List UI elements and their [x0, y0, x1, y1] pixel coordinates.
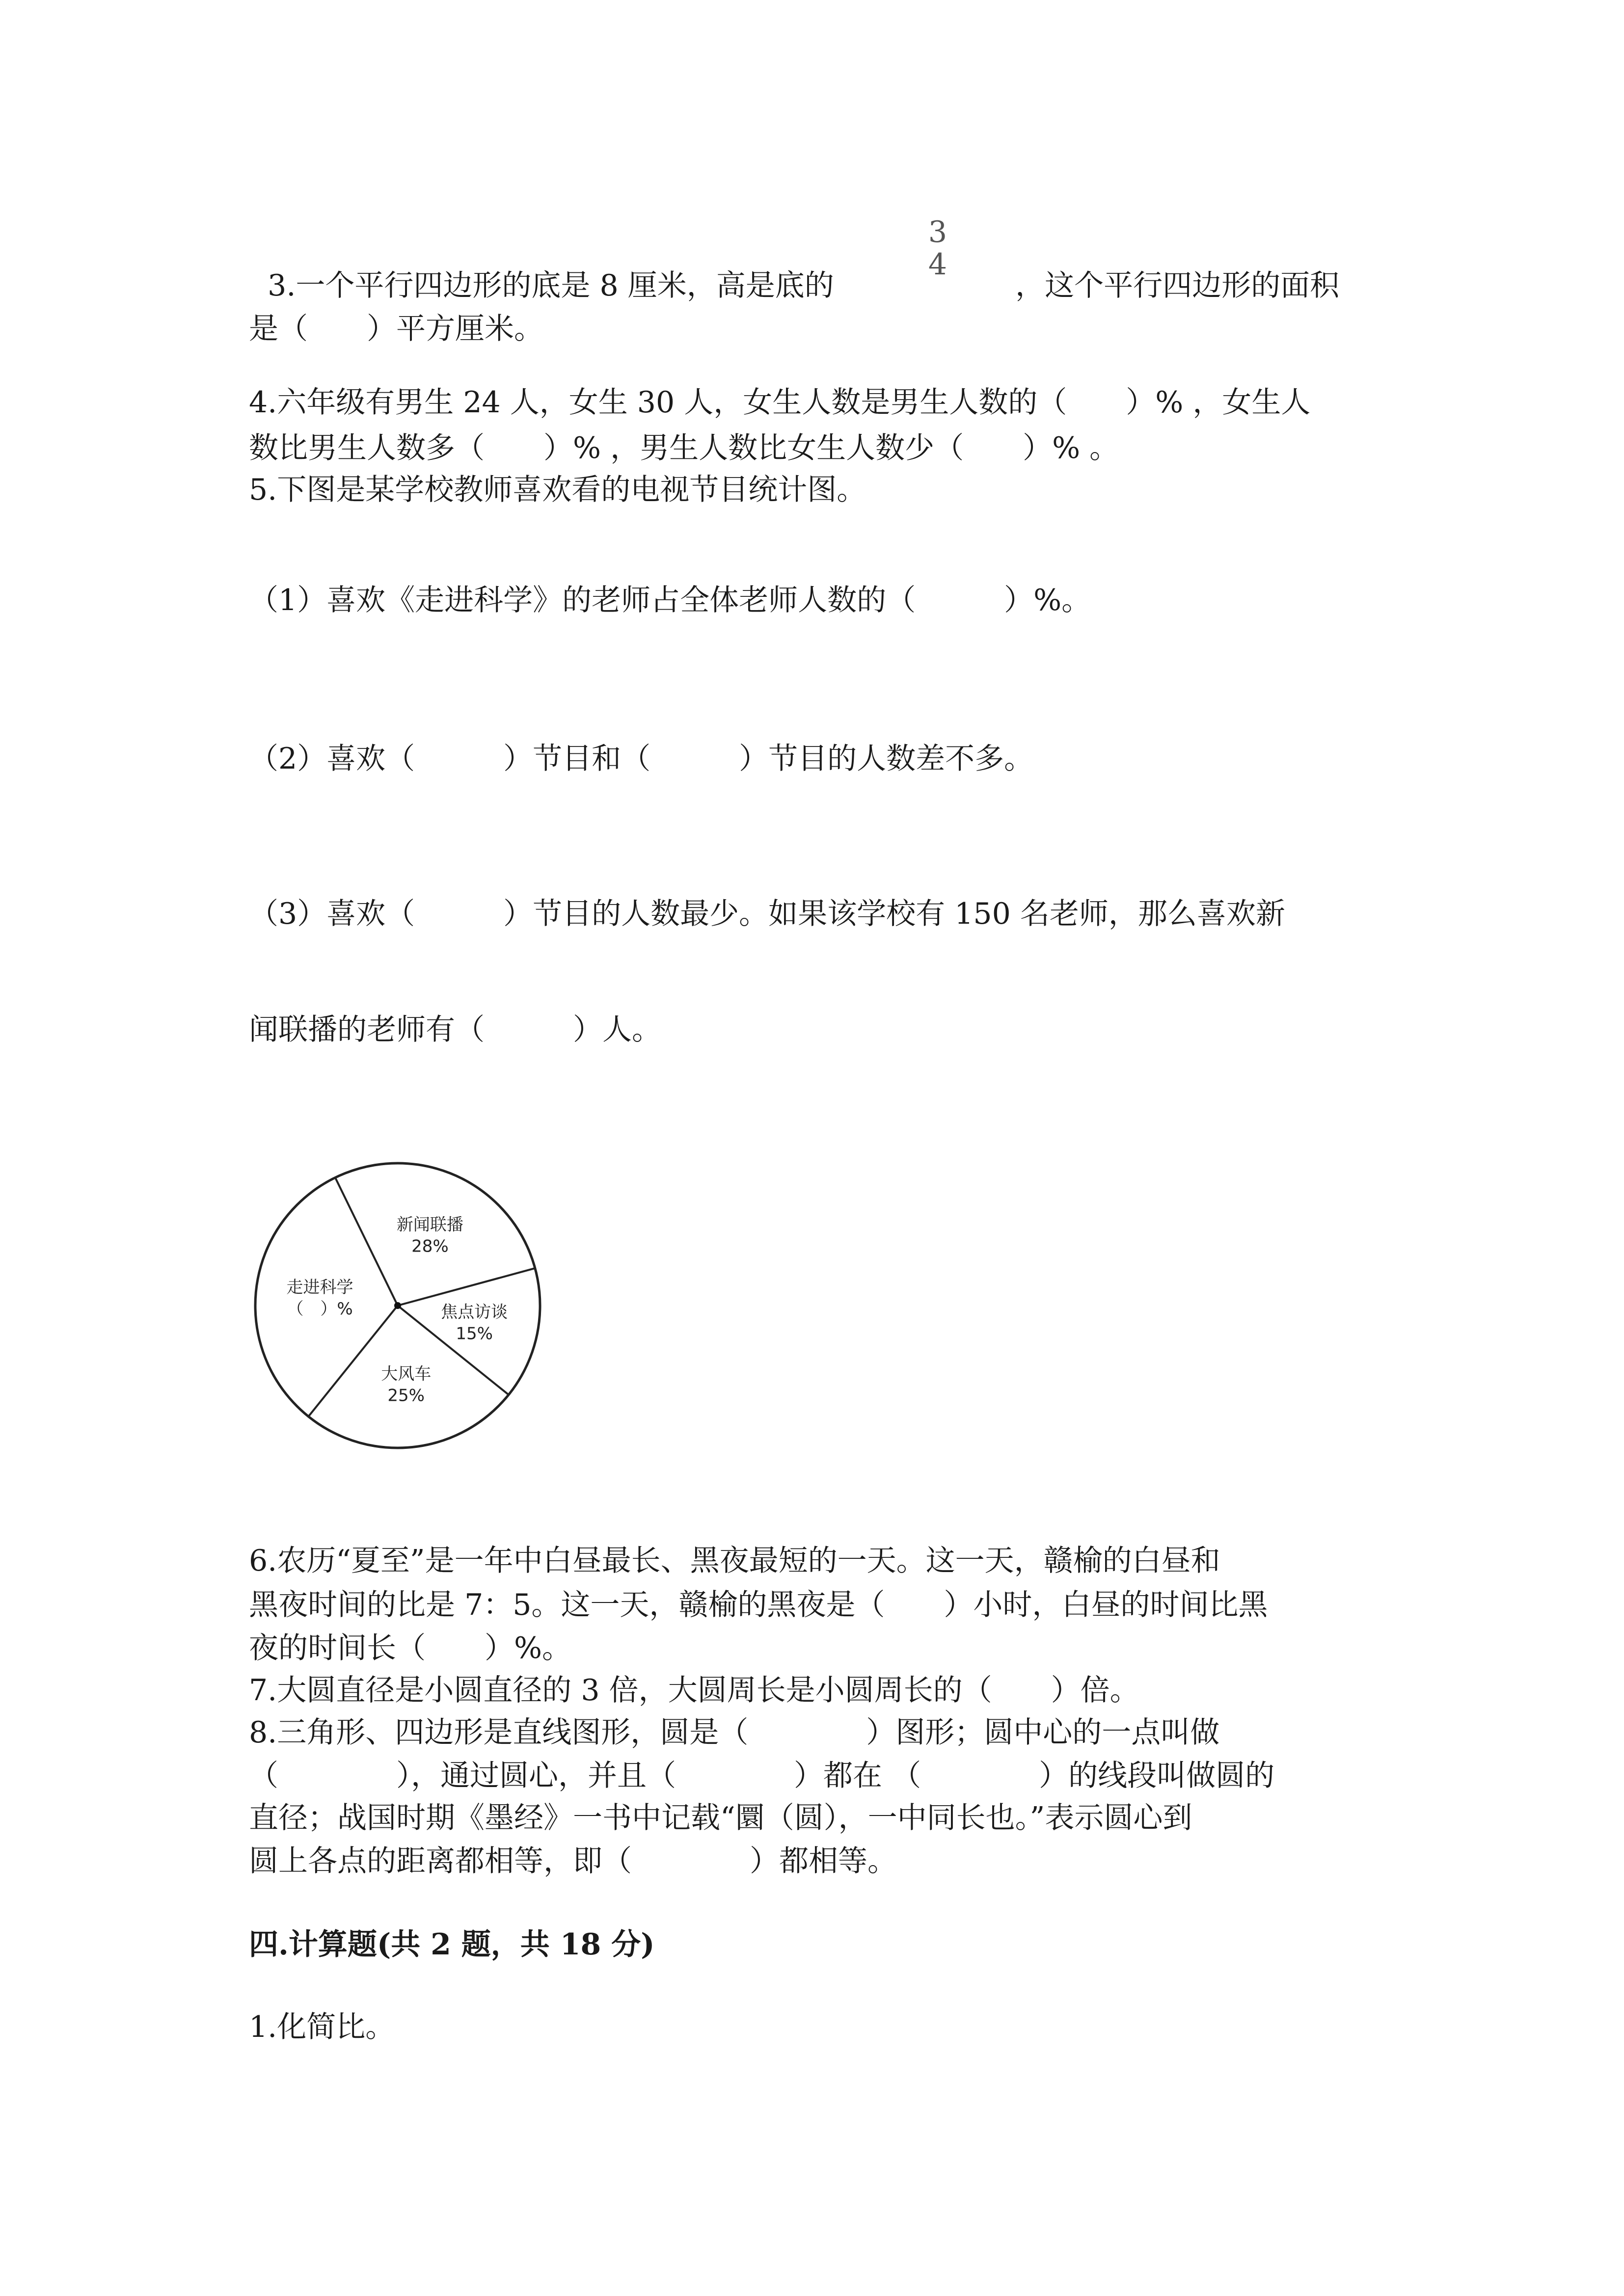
pie-slice-label: 焦点访谈: [441, 1302, 508, 1322]
q3-text-b: ，这个平行四边形的面积: [1015, 268, 1340, 303]
q5-sub2: （2）喜欢（ ）节目和（ ）节目的人数差不多。: [249, 742, 1034, 776]
q3-line1: [249, 227, 834, 305]
q8-line4: 圆上各点的距离都相等，即（ ）都相等。: [249, 1844, 897, 1878]
section4-heading: 四.计算题(共 2 题，共 18 分): [249, 1927, 655, 1962]
pie-slice-label: 大风车: [381, 1364, 432, 1384]
q4-line2: 数比男生人数多（ ）% ，男生人数比女生人数少（ ）% 。: [249, 431, 1119, 465]
pie-center-dot: [394, 1302, 401, 1309]
q3-line1-cont: [997, 227, 1339, 305]
q6-line3: 夜的时间长（ ）%。: [249, 1631, 572, 1665]
fraction-denominator: 4: [928, 247, 947, 282]
q8-line1: 8.三角形、四边形是直线图形，圆是（ ）图形；圆中心的一点叫做: [249, 1715, 1220, 1750]
q3-text-a: 3.一个平行四边形的底是 8 厘米，高是底的: [268, 268, 834, 303]
fraction-three-quarters: [923, 216, 952, 281]
pie-group: [255, 1163, 540, 1448]
q4-line1: 4.六年级有男生 24 人，女生 30 人，女生人数是男生人数的（ ）% ，女生人: [249, 385, 1311, 420]
q6-line1: 6.农历“夏至”是一年中白昼最长、黑夜最短的一天。这一天，赣榆的白昼和: [249, 1544, 1220, 1578]
pie-slice-value: 28%: [411, 1236, 449, 1256]
q3-line2: 是（ ）平方厘米。: [249, 312, 543, 346]
q5-sub3-line1: （3）喜欢（ ）节目的人数最少。如果该学校有 150 名老师，那么喜欢新: [249, 897, 1285, 931]
pie-slice-value: 15%: [456, 1324, 493, 1344]
fraction-numerator: 3: [928, 215, 947, 249]
pie-slice-label: 新闻联播: [396, 1215, 463, 1235]
q8-line3: 直径；战国时期《墨经》一书中记载“圜（圆），一中同长也。”表示圆心到: [249, 1801, 1192, 1835]
q5-intro: 5.下图是某学校教师喜欢看的电视节目统计图。: [249, 473, 866, 507]
pie-slice-value: 25%: [387, 1386, 425, 1406]
pie-slice-value: （ ）%: [287, 1299, 353, 1319]
pie-slice-label: 走进科学: [286, 1278, 353, 1298]
q6-line2: 黑夜时间的比是 7：5。这一天，赣榆的黑夜是（ ）小时，白昼的时间比黑: [249, 1588, 1268, 1622]
q5-sub1: （1）喜欢《走进科学》的老师占全体老师人数的（ ）%。: [249, 583, 1091, 617]
q7-line1: 7.大圆直径是小圆直径的 3 倍，大圆周长是小圆周长的（ ）倍。: [249, 1673, 1139, 1708]
q8-line2: （ ），通过圆心，并且（ ）都在 （ ）的线段叫做圆的: [249, 1759, 1275, 1793]
section4-q1: 1.化简比。: [249, 2010, 395, 2044]
q5-sub3-line2: 闻联播的老师有（ ）人。: [249, 1013, 661, 1047]
tv-program-pie-chart: [241, 1153, 560, 1458]
